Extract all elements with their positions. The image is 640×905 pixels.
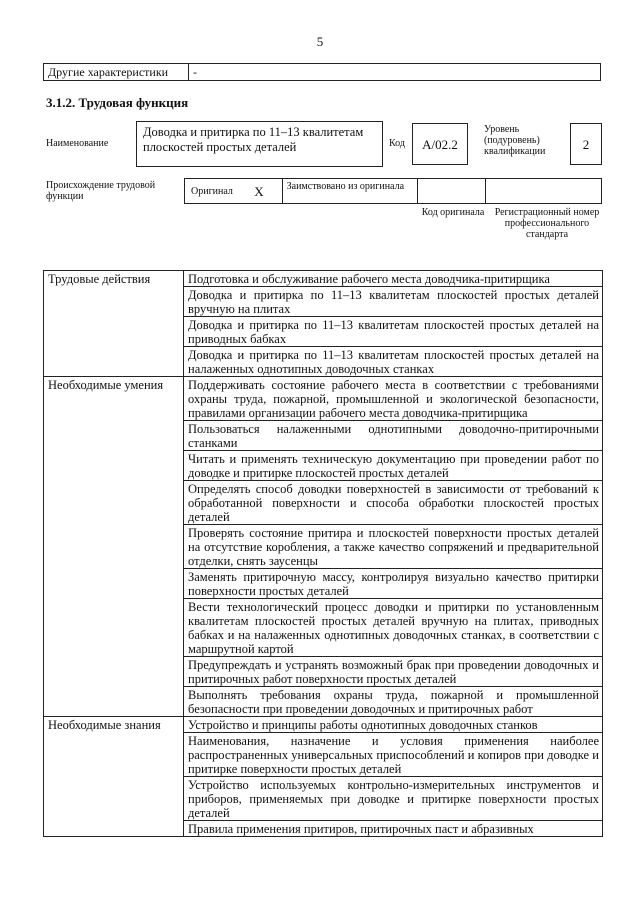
table-row xyxy=(44,717,603,733)
code-original-note: Код оригинала xyxy=(421,207,485,218)
origin-table xyxy=(184,178,602,204)
code-label: Код xyxy=(389,138,405,149)
description-cell: Предупреждать и устранять возможный брак при проведении доводочных и притирочных работ поверхности простых деталей xyxy=(184,657,603,687)
origin-label: Происхождение трудовой функции xyxy=(46,180,156,202)
origin-original-cell xyxy=(185,179,283,203)
reg-number-note: Регистрационный номер профессионального стандарта xyxy=(494,207,600,240)
description-cell: Правила применения притиров, притирочных паст и абразивных xyxy=(184,821,603,837)
description-cell: Наименования, назначение и условия применения наиболее распространенных универсальных приспособлений и копиров при доводке и притирке поверхности простых деталей xyxy=(184,733,603,777)
table-row xyxy=(44,271,603,287)
description-cell: Подготовка и обслуживание рабочего места доводчика-притирщика xyxy=(184,271,603,287)
description-cell: Заменять притирочную массу, контролируя визуально качество притирки поверхности простых деталей xyxy=(184,569,603,599)
table-row xyxy=(44,377,603,421)
description-cell: Поддерживать состояние рабочего места в соответствии с требованиями охраны труда, пожарной, промышленной и экологической безопасности, правилами организации рабочего места доводчика-притирщика xyxy=(184,377,603,421)
description-cell: Выполнять требования охраны труда, пожарной и промышленной безопасности при проведении доводочных и притирочных работ xyxy=(184,687,603,717)
description-cell: Читать и применять техническую документацию при проведении работ по доводке и притирке плоскостей простых деталей xyxy=(184,451,603,481)
description-cell: Доводка и притирка по 11–13 квалитетам плоскостей простых деталей на налаженных однотипных доводочных станках xyxy=(184,347,603,377)
borrowed-label: Заимствовано из оригинала xyxy=(283,179,418,203)
category-cell: Необходимые знания xyxy=(44,717,184,837)
labor-function-table xyxy=(43,270,603,837)
description-cell: Устройство используемых контрольно-измерительных инструментов и приборов, применяемых при доводке и притирке поверхности простых деталей xyxy=(184,777,603,821)
other-characteristics-row xyxy=(43,63,601,81)
category-cell: Трудовые действия xyxy=(44,271,184,377)
section-title: 3.1.2. Трудовая функция xyxy=(46,95,189,110)
description-cell: Устройство и принципы работы однотипных доводочных станков xyxy=(184,717,603,733)
name-label: Наименование xyxy=(46,138,109,149)
description-cell: Доводка и притирка по 11–13 квалитетам плоскостей простых деталей на приводных бабках xyxy=(184,317,603,347)
description-cell: Определять способ доводки поверхностей в зависимости от требований к обработанной поверхности и способа обработки плоскостей простых деталей xyxy=(184,481,603,525)
qualification-level-label: Уровень (подуровень) квалификации xyxy=(484,124,546,157)
description-cell: Вести технологический процесс доводки и притирки по установленным квалитетам плоскостей простых деталей вручную на плитах, приводных бабках и на налаженных однотипных доводочных станках, в соответствии с маршрутной картой xyxy=(184,599,603,657)
original-label: Оригинал xyxy=(191,185,233,197)
reg-number-cell xyxy=(486,179,601,203)
page-number: 5 xyxy=(316,34,324,49)
description-cell: Проверять состояние притира и плоскостей поверхности простых деталей на отсутствие коробления, а также качество сопряжений и предварительной отделки, снять заусенцы xyxy=(184,525,603,569)
original-mark: X xyxy=(254,183,264,199)
description-cell: Доводка и притирка по 11–13 квалитетам плоскостей простых деталей вручную на плитах xyxy=(184,287,603,317)
function-code: А/02.2 xyxy=(412,123,468,165)
description-cell: Пользоваться налаженными однотипными доводочно-притирочными станками xyxy=(184,421,603,451)
code-original-cell xyxy=(418,179,486,203)
other-characteristics-value: - xyxy=(193,65,197,79)
other-characteristics-label: Другие характеристики xyxy=(44,64,189,80)
function-name: Доводка и притирка по 11–13 квалитетам плоскостей простых деталей xyxy=(136,121,383,167)
qualification-level-value: 2 xyxy=(570,123,602,165)
category-cell: Необходимые умения xyxy=(44,377,184,717)
